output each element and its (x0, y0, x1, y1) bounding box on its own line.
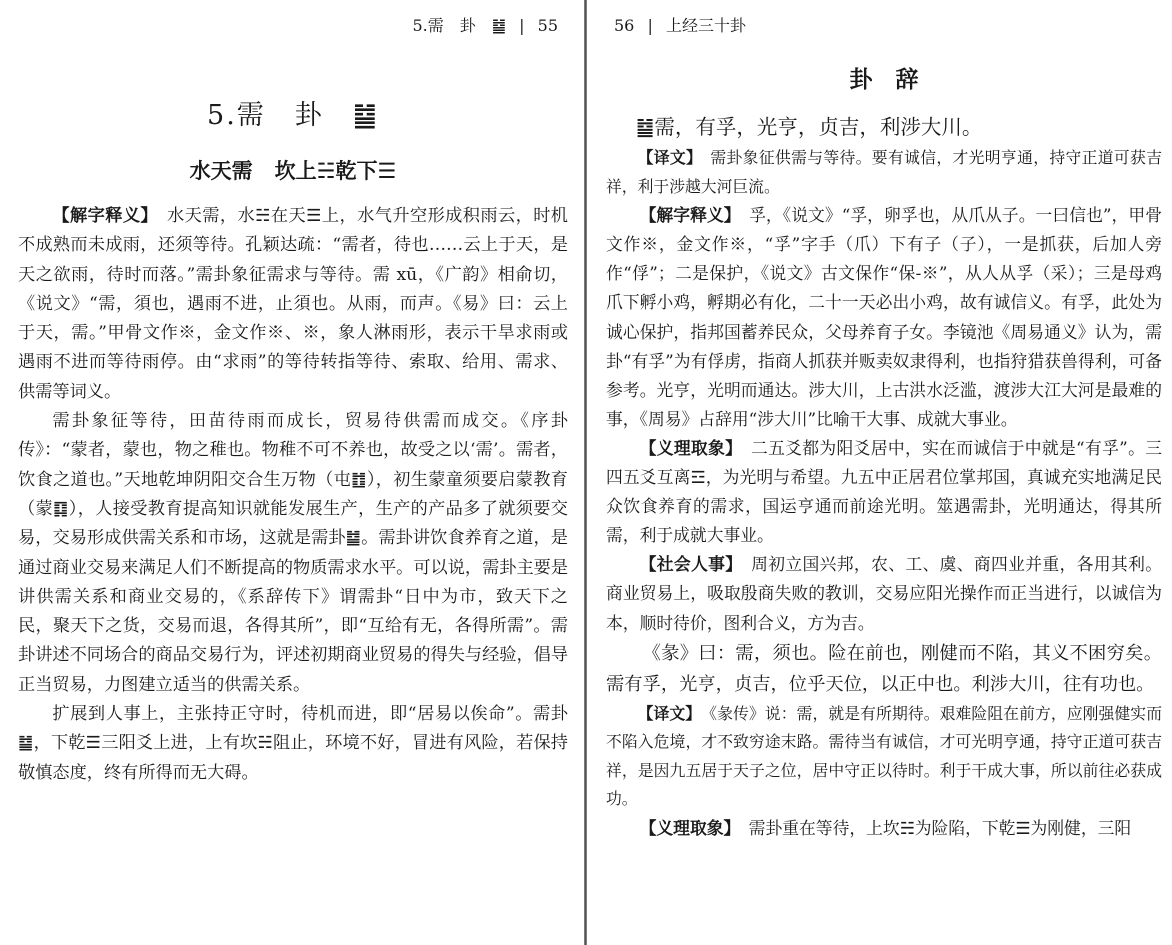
paragraph-tag: 【义理取象】 (639, 817, 732, 838)
paragraph-text: 《彖》曰：需，须也。险在前也，刚健而不陷，其义不困穷矣。需有孚，光亨，贞吉，位乎天位，以正中也。利涉大川，往有功也。 (606, 642, 1162, 695)
paragraph-tag: 【解字释义】 (639, 205, 733, 226)
left-page (0, 0, 584, 945)
running-head-right (606, 0, 1162, 52)
chapter-subtitle (18, 156, 568, 186)
paragraph-tag: 【译文】 (637, 148, 695, 167)
paragraph-text: 水天需，水☵在天☰上，水气升空形成积雨云，时机不成熟而未成雨，还须等待。孔颖达疏：“需者，待也……云上于天，是天之欲雨，待时而落。”需卦象征需求与等待。需 xū，《广韵》相俞切，《说文》“需，須也，遇雨不进，止須也。从雨，而声。《易》曰：云上于天，需。”甲骨文作※，金文作※、※，象人淋雨形，表示干旱求雨或遇雨不进而等待雨停。由“求雨”的等待转指等待、索取、给用、需求、供需等词义。 (18, 206, 568, 402)
paragraph (18, 407, 568, 700)
subtitle-part-2: 坎上☵乾下☰ (274, 159, 397, 183)
book-spine (584, 0, 587, 945)
page-number: 56 (614, 16, 635, 35)
running-head-left (18, 0, 568, 52)
running-head-title: 上经三十卦 (665, 16, 746, 35)
section-title: 卦 辞 (849, 67, 919, 93)
paragraph-tag: 【社会人事】 (639, 554, 734, 575)
running-head-separator: | (647, 16, 653, 35)
paragraph-text: 需卦象征供需与等待。要有诚信，才光明亨通，持守正道可获吉祥，利于涉越大河巨流。 (606, 148, 1162, 196)
paragraph-text: 扩展到人事上，主张持正守时，待机而进，即“居易以俟命”。需卦䷄，下乾☰三阳爻上进，上有坎☵阻止，环境不好，冒进有风险，若保持敬慎态度，终有所得而无大碍。 (18, 704, 568, 783)
paragraph-tag: 【义理取象】 (639, 437, 734, 458)
paragraph (18, 700, 568, 788)
subtitle-part-1: 水天需 (189, 159, 253, 183)
paragraph (606, 814, 1162, 843)
paragraph-text: 孚，《说文》“孚，卵孚也，从爪从子。一曰信也”，甲骨文作※，金文作※，“孚”字手（爪）下有子（子），一是抓获，后加人旁作“俘”；二是保护，《说文》古文保作“保-※”，从人从孚（采）；三是母鸡爪下孵小鸡，孵期必有化，二十一天必出小鸡，故有诚信义。有孚，此处为诚心保护，指邦国蓄养民众，父母养育子女。李镜池《周易通义》认为，需卦“有孚”为有俘虏，指商人抓获并贩卖奴隶得利，也指狩猎获兽得利，可备参考。光亨，光明而通达。涉大川，上古洪水泛滥，渡涉大江大河是最难的事，《周易》占辞用“涉大川”比喻干大事、成就大事业。 (606, 205, 1163, 429)
paragraph-text: 周初立国兴邦，农、工、虞、商四业并重，各用其利。商业贸易上，吸取殷商失败的教训，交易应阳光操作而正当进行，以诚信为本，顺时待价，图利合义，方为吉。 (606, 554, 1162, 633)
oracle-text: ䷄需，有孚，光亨，贞吉，利涉大川。 (636, 115, 983, 139)
paragraph-text: 需卦重在等待，上坎☵为险陷，下乾☰为刚健，三阳 (731, 817, 1132, 838)
paragraph (606, 144, 1162, 201)
left-body (18, 202, 568, 788)
chapter-title: 5.需 卦 ䷄ (207, 100, 379, 131)
running-head-separator: | (519, 16, 525, 35)
paragraph (606, 201, 1162, 434)
paragraph (606, 638, 1162, 700)
paragraph (606, 434, 1162, 550)
paragraph-tag: 【译文】 (637, 703, 694, 723)
paragraph-tag: 【解字释义】 (52, 206, 150, 226)
paragraph-text: 二五爻都为阳爻居中，实在而诚信于中就是“有孚”。三四五爻互离☲，为光明与希望。九五中正居君位掌邦国，真诚充实地满足民众饮食养育的需求，国运亨通而前途光明。筮遇需卦，光明通达，得其所需，利于成就大事业。 (606, 437, 1162, 546)
running-head-title: 5.需 卦 ䷄ (412, 16, 507, 35)
paragraph (606, 700, 1162, 814)
paragraph (606, 550, 1162, 637)
paragraph-text: 《彖传》说：需，就是有所期待。艰难险阻在前方，应刚强健实而不陷入危境，才不致穷途末路。需待当有诚信，才可光明亨通，持守正道可获吉祥，是因九五居于天子之位，居中守正以待时。利于干成大事，所以前往必获成功。 (606, 703, 1162, 809)
right-page (588, 0, 1172, 945)
right-body (606, 144, 1162, 843)
page-number: 55 (537, 16, 558, 35)
paragraph (18, 202, 568, 407)
paragraph-text: 需卦象征等待，田苗待雨而成长，贸易待供需而成交。《序卦传》：“蒙者，蒙也，物之稚也。物稚不可不养也，故受之以‘需’。需者，饮食之道也。”天地乾坤阴阳交合生万物（屯䷂），初生蒙童须要启蒙教育（蒙䷃），人接受教育提高知识就能发展生产，生产的产品多了就须要交易，交易形成供需关系和市场，这就是需卦䷄。需卦讲饮食养育之道，是通过商业交易来满足人们不断提高的物质需求水平。可以说，需卦主要是讲供需关系和商业交易的，《系辞传下》谓需卦“日中为市，致天下之民，聚天下之货，交易而退，各得其所”，即“互给有无，各得所需”。需卦讲述不同场合的商品交易行为，评述初期商业贸易的得失与经验，倡导正当贸易，力图建立适当的供需关系。 (18, 411, 569, 695)
